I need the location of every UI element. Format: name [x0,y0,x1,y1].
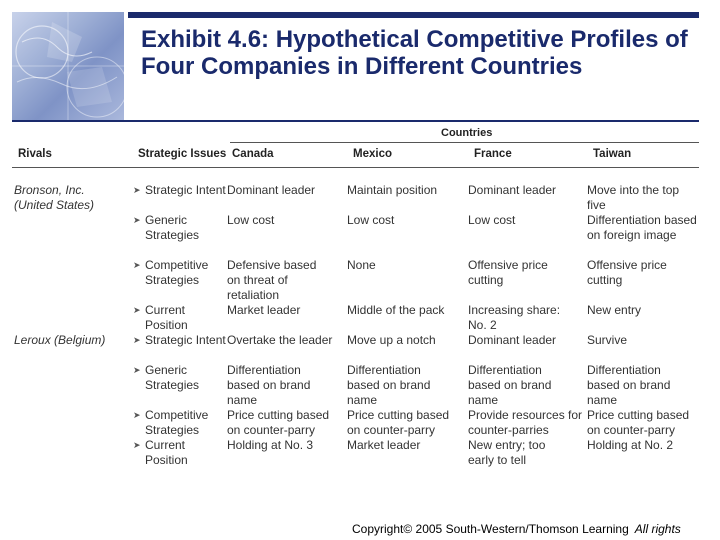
issue-label: Strategic Intent [145,183,226,197]
arrow-bullet-icon: ➤ [133,185,141,195]
cell-canada: Low cost [227,213,275,227]
cell-taiwan: New entry [587,303,642,317]
countries-divider [230,142,699,143]
rights-text: All rights [634,522,681,536]
header-mexico: Mexico [353,148,392,160]
globe-map-logo [12,12,124,120]
arrow-bullet-icon: ➤ [133,410,141,420]
cell-mexico: Differentiation based on brand name [347,363,431,407]
cell-canada: Differentiation based on brand name [227,363,311,407]
issue-label: Competitive Strategies [145,258,209,287]
cell-mexico: Low cost [347,213,395,227]
cell-taiwan: Holding at No. 2 [587,438,674,452]
issue-label: Competitive Strategies [145,408,209,437]
cell-mexico: Price cutting based on counter-parry [347,408,450,437]
issue-cell [133,303,230,333]
cell-france: Offensive price cutting [468,258,548,287]
footer [352,522,681,536]
issue-label: Current Position [145,303,188,332]
issue-cell [133,438,230,468]
rival-leroux: Leroux (Belgium) [14,333,106,347]
cell-france: Provide resources for counter-parries [468,408,583,437]
arrow-bullet-icon: ➤ [133,260,141,270]
cell-taiwan: Survive [587,333,628,347]
title-divider [12,120,699,122]
arrow-bullet-icon: ➤ [133,365,141,375]
cell-canada: Price cutting based on counter-parry [227,408,330,437]
cell-canada: Holding at No. 3 [227,438,314,452]
cell-france: Dominant leader [468,183,557,197]
issue-label: Generic Strategies [145,363,200,392]
cell-canada: Overtake the leader [227,333,333,347]
cell-france: Increasing share: No. 2 [468,303,561,332]
cell-taiwan: Offensive price cutting [587,258,667,287]
cell-taiwan: Differentiation based on brand name [587,363,671,407]
issue-cell [133,363,230,393]
cell-mexico: Move up a notch [347,333,436,347]
cell-canada: Defensive based on threat of retaliation [227,258,317,302]
header-canada: Canada [232,148,274,160]
issue-label: Generic Strategies [145,213,200,242]
page-title: Exhibit 4.6: Hypothetical Competitive Profiles of Four Companies in Different Countries [141,26,688,80]
cell-france: Differentiation based on brand name [468,363,552,407]
cell-taiwan: Differentiation based on foreign image [587,213,697,242]
cell-mexico: Market leader [347,438,421,452]
arrow-bullet-icon: ➤ [133,335,141,345]
arrow-bullet-icon: ➤ [133,440,141,450]
issue-cell [133,258,230,288]
header-taiwan: Taiwan [593,148,632,160]
arrow-bullet-icon: ➤ [133,215,141,225]
issue-cell [133,408,230,438]
issue-label: Current Position [145,438,188,467]
cell-mexico: Middle of the pack [347,303,445,317]
issue-cell [133,183,230,198]
header-divider [12,167,699,168]
cell-mexico: Maintain position [347,183,438,197]
issue-label: Strategic Intent [145,333,226,347]
header-strategic-issues: Strategic Issues [138,148,227,160]
rival-bronson: Bronson, Inc. (United States) [14,183,95,212]
countries-label: Countries [441,127,493,139]
issue-cell [133,333,230,348]
copyright-text: Copyright© 2005 South-Western/Thomson Learning [352,522,629,536]
header-rivals: Rivals [18,148,52,160]
header-france: France [474,148,512,160]
cell-france: New entry; too early to tell [468,438,546,467]
issue-cell [133,213,230,243]
cell-taiwan: Price cutting based on counter-parry [587,408,690,437]
arrow-bullet-icon: ➤ [133,305,141,315]
cell-taiwan: Move into the top five [587,183,680,212]
cell-canada: Dominant leader [227,183,316,197]
top-accent-rule [128,12,699,18]
cell-mexico: None [347,258,376,272]
globe-map-icon [12,12,124,120]
cell-canada: Market leader [227,303,301,317]
cell-france: Low cost [468,213,516,227]
cell-france: Dominant leader [468,333,557,347]
